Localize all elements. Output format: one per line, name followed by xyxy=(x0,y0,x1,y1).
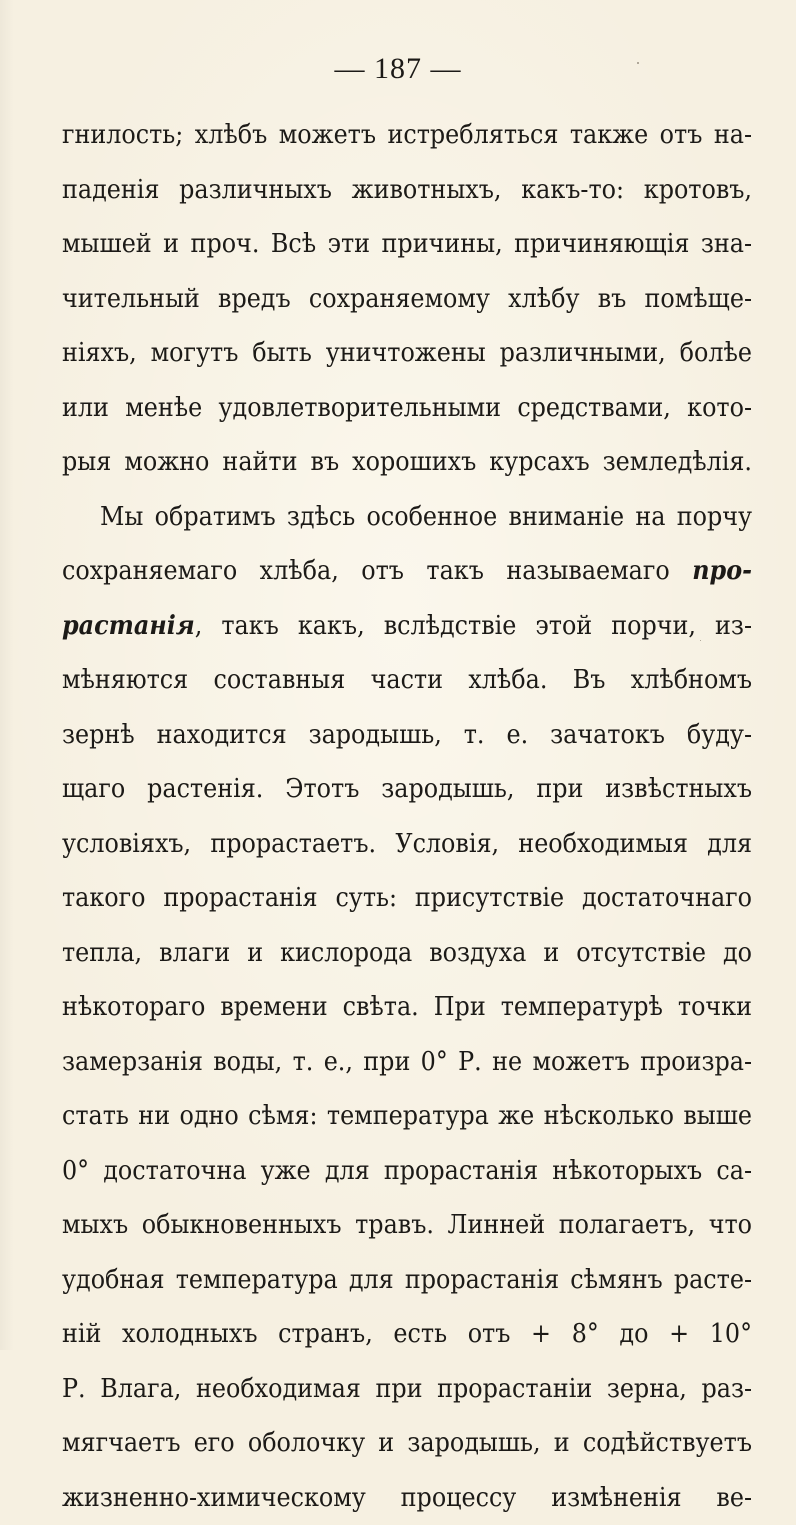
text-line: Р. Влага, необходимая при прорастаніи зерна, раз- xyxy=(62,1362,752,1417)
text-line: стать ни одно сѣмя: температура же нѣсколько выше xyxy=(62,1089,752,1144)
italic-term: про- xyxy=(692,555,752,586)
text-line: ніяхъ, могутъ быть уничтожены различными, болѣе xyxy=(62,326,752,381)
text-fragment: , такъ какъ, вслѣдствіе этой порчи, из- xyxy=(195,610,752,641)
text-line-with-italic xyxy=(62,544,752,599)
text-line: нѣкотораго времени свѣта. При температурѣ точки xyxy=(62,980,752,1035)
text-line: мягчаетъ его оболочку и зародышь, и содѣйствуетъ xyxy=(62,1416,752,1471)
text-line: удобная температура для прорастанія сѣмянъ расте- xyxy=(62,1253,752,1308)
text-line: чительный вредъ сохраняемому хлѣбу въ помѣще- xyxy=(62,272,752,327)
text-line: тепла, влаги и кислорода воздуха и отсутствіе до xyxy=(62,926,752,981)
text-line: или менѣе удовлетворительными средствами, кото- xyxy=(62,381,752,436)
text-line: Мы обратимъ здѣсь особенное вниманіе на порчу xyxy=(62,490,752,545)
text-line: 0° достаточна уже для прорастанія нѣкоторыхъ са- xyxy=(62,1144,752,1199)
text-line: условіяхъ, прорастаетъ. Условія, необходимыя для xyxy=(62,817,752,872)
text-line: зернѣ находится зародышь, т. е. зачатокъ буду- xyxy=(62,708,752,763)
text-line: мышей и проч. Всѣ эти причины, причиняющія зна- xyxy=(62,217,752,272)
text-line: жизненно-химическому процессу измѣненія ве- xyxy=(62,1471,752,1525)
text-line: мѣняются составныя части хлѣба. Въ хлѣбномъ xyxy=(62,653,752,708)
italic-term: растанія xyxy=(62,610,195,641)
text-line: гнилость; хлѣбъ можетъ истребляться также отъ на- xyxy=(62,108,752,163)
paper-speck xyxy=(637,62,639,64)
paper-speck xyxy=(700,640,701,641)
text-line: такого прорастанія суть: присутствіе достаточнаго xyxy=(62,871,752,926)
text-line: щаго растенія. Этотъ зародышь, при извѣстныхъ xyxy=(62,762,752,817)
text-line-with-italic xyxy=(62,599,752,654)
page-number: — 187 — xyxy=(0,52,796,86)
body-text xyxy=(62,108,752,1525)
text-fragment: сохраняемаго хлѣба, отъ такъ называемаго xyxy=(62,555,692,586)
text-line: замерзанія воды, т. е., при 0° Р. не можетъ произра- xyxy=(62,1035,752,1090)
text-line: ній холодныхъ странъ, есть отъ + 8° до + 10° xyxy=(62,1307,752,1362)
text-line: рыя можно найти въ хорошихъ курсахъ земледѣлія. xyxy=(62,435,752,490)
text-line: паденія различныхъ животныхъ, какъ-то: кротовъ, xyxy=(62,163,752,218)
text-line: мыхъ обыкновенныхъ травъ. Линней полагаетъ, что xyxy=(62,1198,752,1253)
